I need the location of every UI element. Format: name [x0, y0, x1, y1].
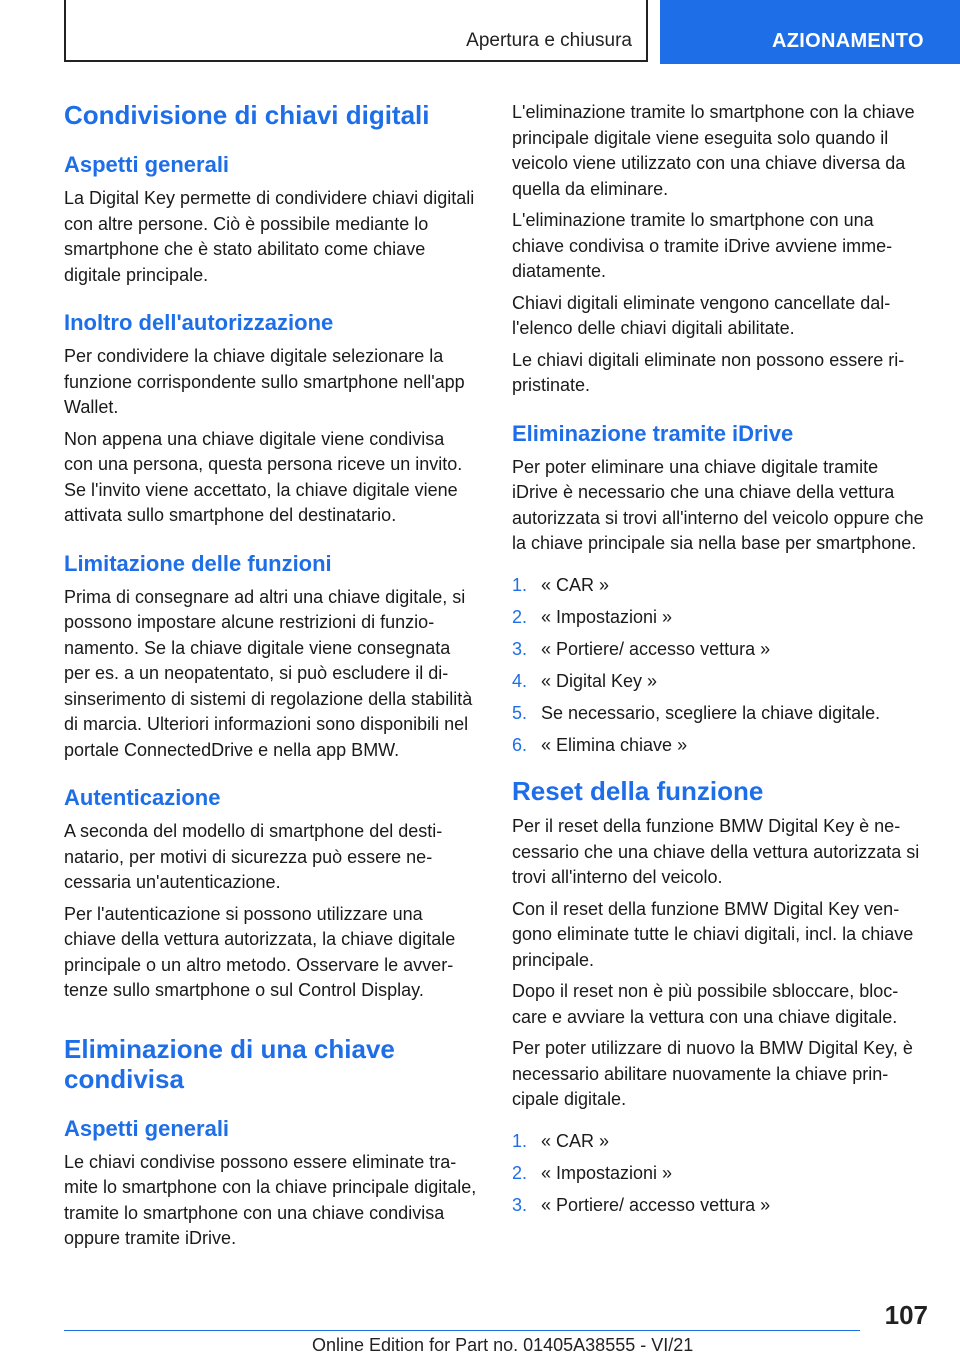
paragraph-right-4: Le chiavi digitali eliminate non possono essere ripristinate. — [512, 349, 905, 395]
heading-delete: Eliminazione di una chiave condivisa — [64, 1033, 395, 1094]
step-number: 3. — [512, 1194, 528, 1215]
footer-edition: Online Edition for Part no. 01405A38555 - VI/21 — [312, 1335, 694, 1355]
heading-sharing: Condivisione di chiavi digitali — [64, 100, 430, 130]
step-text: Se necessario, scegliere la chiave digitale. — [541, 702, 881, 723]
step-number: 4. — [512, 670, 528, 691]
step-text: « Impostazioni » — [541, 606, 673, 627]
paragraph-reset-3: Dopo il reset non è più possibile sbloccare, bloccare e avviare la vettura con una chiave digitale. — [512, 981, 899, 1027]
step-text: « Portiere/ accesso vettura » — [541, 1194, 771, 1215]
paragraph-idrive: Per poter eliminare una chiave digitale tramite iDrive è necessario che una chiave della vettura autorizzata si trovi all'interno del veicolo oppure che la chiave principale sia nella base per smartphone. — [512, 456, 924, 553]
heading-general: Aspetti generali — [64, 152, 230, 177]
page-number: 107 — [884, 1300, 928, 1330]
step-text: « Elimina chiave » — [541, 734, 688, 755]
list-item — [512, 1129, 926, 1155]
heading-limit: Limitazione delle funzioni — [64, 550, 332, 576]
list-item — [512, 1161, 926, 1187]
header-chapter-tab[interactable]: AZIONAMENTO — [660, 0, 960, 64]
list-item — [512, 637, 926, 663]
page-header — [0, 0, 960, 66]
step-number: 5. — [512, 702, 528, 723]
heading-general-2: Aspetti generali — [64, 1115, 230, 1141]
right-column — [512, 100, 926, 1225]
list-item — [512, 1193, 926, 1219]
step-text: « Portiere/ accesso vettura » — [541, 638, 771, 659]
paragraph-auth-1: A seconda del modello di smartphone del destinatario, per motivi di sicurezza può essere necessaria un'autenticazione. — [64, 821, 443, 892]
list-item — [512, 669, 926, 695]
heading-reset: Reset della funzione — [512, 776, 764, 806]
step-number: 3. — [512, 638, 528, 659]
steps-list-reset — [512, 1129, 926, 1219]
paragraph-right-3: Chiavi digitali eliminate vengono cancellate dall'elenco delle chiavi digitali abilitate. — [512, 292, 891, 338]
heading-forward: Inoltro dell'autorizzazione — [64, 310, 334, 335]
step-number: 2. — [512, 606, 528, 627]
step-number: 1. — [512, 574, 528, 595]
heading-idrive: Eliminazione tramite iDrive — [512, 420, 794, 446]
paragraph-right-1: L'eliminazione tramite lo smartphone con la chiave principale digitale viene eseguita solo quando il veicolo viene utilizzato con una chiave diversa da quella da eliminare. — [512, 102, 915, 199]
paragraph-limit: Prima di consegnare ad altri una chiave digitale, si possono impostare alcune restrizioni di funzionamento. Se la chiave digitale viene consegnata per es. a un neopatentato, si può escludere il disinserimento di sistemi di regolazione della stabilità di marcia. Ulteriori informazioni sono disponibili nel portale ConnectedDrive e nella app BMW. — [64, 586, 473, 760]
left-column — [64, 100, 478, 1252]
step-number: 2. — [512, 1162, 528, 1183]
step-number: 6. — [512, 734, 528, 755]
header-section-title: Apertura e chiusura — [466, 30, 632, 51]
paragraph-reset-1: Per il reset della funzione BMW Digital Key è necessario che una chiave della vettura autorizzata si trovi all'interno del veicolo. — [512, 816, 920, 887]
list-item — [512, 733, 926, 759]
paragraph-reset-4: Per poter utilizzare di nuovo la BMW Digital Key, è necessario abilitare nuovamente la chiave principale digitale. — [512, 1038, 913, 1109]
list-item — [512, 573, 926, 599]
header-section-box — [64, 0, 648, 62]
heading-auth: Autenticazione — [64, 785, 221, 810]
step-text: « Digital Key » — [541, 670, 658, 691]
paragraph-right-2: L'eliminazione tramite lo smartphone con una chiave condivisa o tramite iDrive avviene immediatamente. — [512, 210, 893, 281]
list-item — [512, 701, 926, 727]
step-number: 1. — [512, 1130, 528, 1151]
paragraph-forward-2: Non appena una chiave digitale viene condivisa con una persona, questa persona riceve un invito. Se l'invito viene accettato, la chiave digitale viene attivata sullo smartphone del destinatario. — [64, 428, 463, 525]
paragraph-general: La Digital Key permette di condividere chiavi digitali con altre persone. Ciò è possibile mediante lo smartphone che è stato abilitato come chiave digitale principale. — [64, 188, 475, 285]
paragraph-auth-2: Per l'autenticazione si possono utilizzare una chiave della vettura autorizzata, la chiave digitale principale o un altro metodo. Osservare le avvertenze sullo smartphone o sul Control Display. — [64, 903, 456, 1000]
step-text: « CAR » — [541, 1130, 610, 1151]
steps-list-delete — [512, 573, 926, 759]
paragraph-reset-2: Con il reset della funzione BMW Digital Key vengono eliminate tutte le chiavi digitali, incl. la chiave principale. — [512, 898, 914, 970]
paragraph-general-2: Le chiavi condivise possono essere eliminate tramite lo smartphone con la chiave principale digitale, tramite lo smartphone con una chiave condivisa oppure tramite iDrive. — [64, 1151, 477, 1248]
list-item — [512, 605, 926, 631]
paragraph-forward-1: Per condividere la chiave digitale selezionare la funzione corrispondente sullo smartphone nell'app Wallet. — [64, 346, 465, 417]
footer-divider — [64, 1330, 860, 1331]
step-text: « Impostazioni » — [541, 1162, 673, 1183]
step-text: « CAR » — [541, 574, 610, 595]
